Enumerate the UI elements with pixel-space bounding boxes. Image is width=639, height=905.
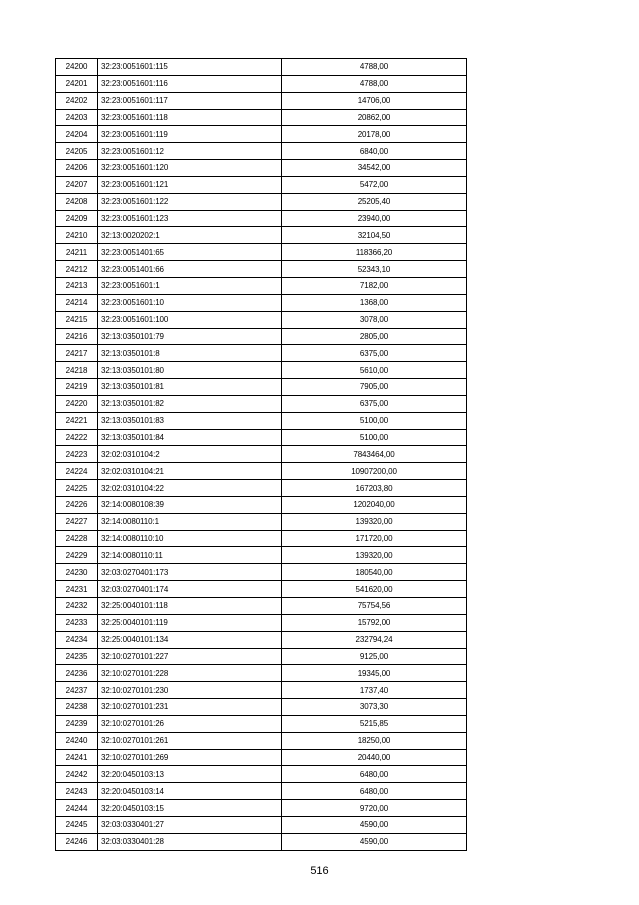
row-number-cell: 24245	[56, 816, 98, 833]
cadastral-number-cell: 32:10:0270101:261	[98, 732, 282, 749]
cadastral-number-cell: 32:10:0270101:228	[98, 665, 282, 682]
cadastral-number-cell: 32:10:0270101:269	[98, 749, 282, 766]
table-row	[56, 345, 467, 362]
row-number-cell: 24225	[56, 480, 98, 497]
row-number-cell: 24201	[56, 75, 98, 92]
row-number-cell: 24213	[56, 277, 98, 294]
table-row	[56, 311, 467, 328]
row-number-cell: 24216	[56, 328, 98, 345]
value-cell: 4788,00	[282, 59, 467, 76]
table-row	[56, 766, 467, 783]
cadastral-number-cell: 32:23:0051601:119	[98, 126, 282, 143]
row-number-cell: 24226	[56, 496, 98, 513]
table-row	[56, 379, 467, 396]
table-row	[56, 648, 467, 665]
cadastral-number-cell: 32:10:0270101:26	[98, 715, 282, 732]
value-cell: 167203,80	[282, 480, 467, 497]
value-cell: 75754,56	[282, 598, 467, 615]
cadastral-number-cell: 32:23:0051601:122	[98, 193, 282, 210]
table-row	[56, 395, 467, 412]
table-row	[56, 564, 467, 581]
cadastral-number-cell: 32:10:0270101:231	[98, 699, 282, 716]
value-cell: 34542,00	[282, 160, 467, 177]
table-row	[56, 614, 467, 631]
value-cell: 1202040,00	[282, 496, 467, 513]
value-cell: 20440,00	[282, 749, 467, 766]
cadastral-number-cell: 32:23:0051601:115	[98, 59, 282, 76]
row-number-cell: 24237	[56, 682, 98, 699]
row-number-cell: 24211	[56, 244, 98, 261]
cadastral-number-cell: 32:23:0051401:66	[98, 261, 282, 278]
value-cell: 5215,85	[282, 715, 467, 732]
cadastral-number-cell: 32:20:0450103:13	[98, 766, 282, 783]
cadastral-number-cell: 32:02:0310104:22	[98, 480, 282, 497]
value-cell: 2805,00	[282, 328, 467, 345]
table-row	[56, 800, 467, 817]
row-number-cell: 24223	[56, 446, 98, 463]
value-cell: 10907200,00	[282, 463, 467, 480]
value-cell: 9125,00	[282, 648, 467, 665]
row-number-cell: 24221	[56, 412, 98, 429]
table-row	[56, 193, 467, 210]
cadastral-number-cell: 32:03:0330401:28	[98, 833, 282, 850]
row-number-cell: 24217	[56, 345, 98, 362]
value-cell: 9720,00	[282, 800, 467, 817]
cadastral-number-cell: 32:23:0051601:117	[98, 92, 282, 109]
table-row	[56, 682, 467, 699]
cadastral-number-cell: 32:02:0310104:2	[98, 446, 282, 463]
cadastral-number-cell: 32:13:0350101:82	[98, 395, 282, 412]
value-cell: 6480,00	[282, 766, 467, 783]
row-number-cell: 24207	[56, 176, 98, 193]
cadastral-number-cell: 32:14:0080108:39	[98, 496, 282, 513]
row-number-cell: 24227	[56, 513, 98, 530]
table-row	[56, 92, 467, 109]
value-cell: 5610,00	[282, 362, 467, 379]
cadastral-number-cell: 32:23:0051601:10	[98, 294, 282, 311]
value-cell: 4590,00	[282, 816, 467, 833]
value-cell: 4590,00	[282, 833, 467, 850]
row-number-cell: 24238	[56, 699, 98, 716]
table-row	[56, 732, 467, 749]
cadastral-number-cell: 32:03:0270401:173	[98, 564, 282, 581]
table-row	[56, 277, 467, 294]
row-number-cell: 24229	[56, 547, 98, 564]
row-number-cell: 24224	[56, 463, 98, 480]
value-cell: 180540,00	[282, 564, 467, 581]
table-row	[56, 665, 467, 682]
table-row	[56, 547, 467, 564]
value-cell: 6375,00	[282, 395, 467, 412]
table-row	[56, 480, 467, 497]
row-number-cell: 24222	[56, 429, 98, 446]
row-number-cell: 24220	[56, 395, 98, 412]
table-row	[56, 109, 467, 126]
cadastral-number-cell: 32:20:0450103:14	[98, 783, 282, 800]
table-row	[56, 75, 467, 92]
cadastral-number-cell: 32:13:0350101:79	[98, 328, 282, 345]
cadastral-value-table	[55, 58, 467, 851]
cadastral-number-cell: 32:13:0350101:81	[98, 379, 282, 396]
cadastral-number-cell: 32:13:0350101:8	[98, 345, 282, 362]
table-row	[56, 463, 467, 480]
table-row	[56, 446, 467, 463]
value-cell: 20178,00	[282, 126, 467, 143]
value-cell: 15792,00	[282, 614, 467, 631]
page-number: 516	[310, 865, 329, 877]
row-number-cell: 24233	[56, 614, 98, 631]
row-number-cell: 24203	[56, 109, 98, 126]
cadastral-number-cell: 32:10:0270101:230	[98, 682, 282, 699]
row-number-cell: 24202	[56, 92, 98, 109]
cadastral-number-cell: 32:25:0040101:118	[98, 598, 282, 615]
table-row	[56, 244, 467, 261]
cadastral-number-cell: 32:14:0080110:10	[98, 530, 282, 547]
row-number-cell: 24206	[56, 160, 98, 177]
value-cell: 232794,24	[282, 631, 467, 648]
row-number-cell: 24212	[56, 261, 98, 278]
cadastral-number-cell: 32:23:0051601:116	[98, 75, 282, 92]
value-cell: 5100,00	[282, 412, 467, 429]
value-cell: 7182,00	[282, 277, 467, 294]
row-number-cell: 24234	[56, 631, 98, 648]
value-cell: 52343,10	[282, 261, 467, 278]
table-row	[56, 598, 467, 615]
table-row	[56, 581, 467, 598]
row-number-cell: 24228	[56, 530, 98, 547]
row-number-cell: 24235	[56, 648, 98, 665]
row-number-cell: 24243	[56, 783, 98, 800]
cadastral-number-cell: 32:03:0330401:27	[98, 816, 282, 833]
value-cell: 1368,00	[282, 294, 467, 311]
value-cell: 19345,00	[282, 665, 467, 682]
table-row	[56, 749, 467, 766]
row-number-cell: 24200	[56, 59, 98, 76]
cadastral-number-cell: 32:14:0080110:1	[98, 513, 282, 530]
table-row	[56, 210, 467, 227]
cadastral-number-cell: 32:23:0051601:100	[98, 311, 282, 328]
cadastral-number-cell: 32:23:0051401:65	[98, 244, 282, 261]
cadastral-number-cell: 32:03:0270401:174	[98, 581, 282, 598]
value-cell: 1737,40	[282, 682, 467, 699]
value-cell: 171720,00	[282, 530, 467, 547]
value-cell: 3073,30	[282, 699, 467, 716]
row-number-cell: 24205	[56, 143, 98, 160]
value-cell: 541620,00	[282, 581, 467, 598]
cadastral-number-cell: 32:13:0350101:80	[98, 362, 282, 379]
table-row	[56, 530, 467, 547]
cadastral-number-cell: 32:02:0310104:21	[98, 463, 282, 480]
cadastral-number-cell: 32:23:0051601:123	[98, 210, 282, 227]
cadastral-number-cell: 32:10:0270101:227	[98, 648, 282, 665]
row-number-cell: 24230	[56, 564, 98, 581]
cadastral-number-cell: 32:23:0051601:120	[98, 160, 282, 177]
value-cell: 3078,00	[282, 311, 467, 328]
cadastral-number-cell: 32:14:0080110:11	[98, 547, 282, 564]
value-cell: 4788,00	[282, 75, 467, 92]
table-row	[56, 429, 467, 446]
row-number-cell: 24214	[56, 294, 98, 311]
value-cell: 118366,20	[282, 244, 467, 261]
table-row	[56, 294, 467, 311]
cadastral-number-cell: 32:25:0040101:134	[98, 631, 282, 648]
table-row	[56, 816, 467, 833]
value-cell: 18250,00	[282, 732, 467, 749]
value-cell: 6375,00	[282, 345, 467, 362]
table-row	[56, 143, 467, 160]
value-cell: 5472,00	[282, 176, 467, 193]
value-cell: 5100,00	[282, 429, 467, 446]
row-number-cell: 24241	[56, 749, 98, 766]
cadastral-number-cell: 32:23:0051601:121	[98, 176, 282, 193]
value-cell: 32104,50	[282, 227, 467, 244]
row-number-cell: 24246	[56, 833, 98, 850]
row-number-cell: 24218	[56, 362, 98, 379]
table-row	[56, 59, 467, 76]
row-number-cell: 24209	[56, 210, 98, 227]
row-number-cell: 24244	[56, 800, 98, 817]
table-row	[56, 496, 467, 513]
table-row	[56, 699, 467, 716]
table-row	[56, 412, 467, 429]
value-cell: 25205,40	[282, 193, 467, 210]
cadastral-number-cell: 32:25:0040101:119	[98, 614, 282, 631]
row-number-cell: 24239	[56, 715, 98, 732]
table-row	[56, 833, 467, 850]
cadastral-number-cell: 32:13:0350101:84	[98, 429, 282, 446]
cadastral-number-cell: 32:20:0450103:15	[98, 800, 282, 817]
table-row	[56, 126, 467, 143]
table-body	[56, 59, 467, 851]
cadastral-number-cell: 32:23:0051601:118	[98, 109, 282, 126]
row-number-cell: 24219	[56, 379, 98, 396]
value-cell: 139320,00	[282, 513, 467, 530]
row-number-cell: 24236	[56, 665, 98, 682]
table-row	[56, 160, 467, 177]
table-row	[56, 715, 467, 732]
row-number-cell: 24204	[56, 126, 98, 143]
row-number-cell: 24232	[56, 598, 98, 615]
row-number-cell: 24210	[56, 227, 98, 244]
cadastral-number-cell: 32:13:0350101:83	[98, 412, 282, 429]
row-number-cell: 24231	[56, 581, 98, 598]
cadastral-number-cell: 32:23:0051601:1	[98, 277, 282, 294]
value-cell: 6480,00	[282, 783, 467, 800]
value-cell: 6840,00	[282, 143, 467, 160]
table-row	[56, 783, 467, 800]
cadastral-number-cell: 32:23:0051601:12	[98, 143, 282, 160]
row-number-cell: 24242	[56, 766, 98, 783]
table-row	[56, 328, 467, 345]
value-cell: 139320,00	[282, 547, 467, 564]
table-row	[56, 261, 467, 278]
table-row	[56, 227, 467, 244]
value-cell: 7843464,00	[282, 446, 467, 463]
cadastral-number-cell: 32:13:0020202:1	[98, 227, 282, 244]
table-row	[56, 362, 467, 379]
value-cell: 7905,00	[282, 379, 467, 396]
table-row	[56, 176, 467, 193]
value-cell: 14706,00	[282, 92, 467, 109]
row-number-cell: 24240	[56, 732, 98, 749]
table-row	[56, 513, 467, 530]
value-cell: 23940,00	[282, 210, 467, 227]
row-number-cell: 24215	[56, 311, 98, 328]
row-number-cell: 24208	[56, 193, 98, 210]
value-cell: 20862,00	[282, 109, 467, 126]
table-row	[56, 631, 467, 648]
